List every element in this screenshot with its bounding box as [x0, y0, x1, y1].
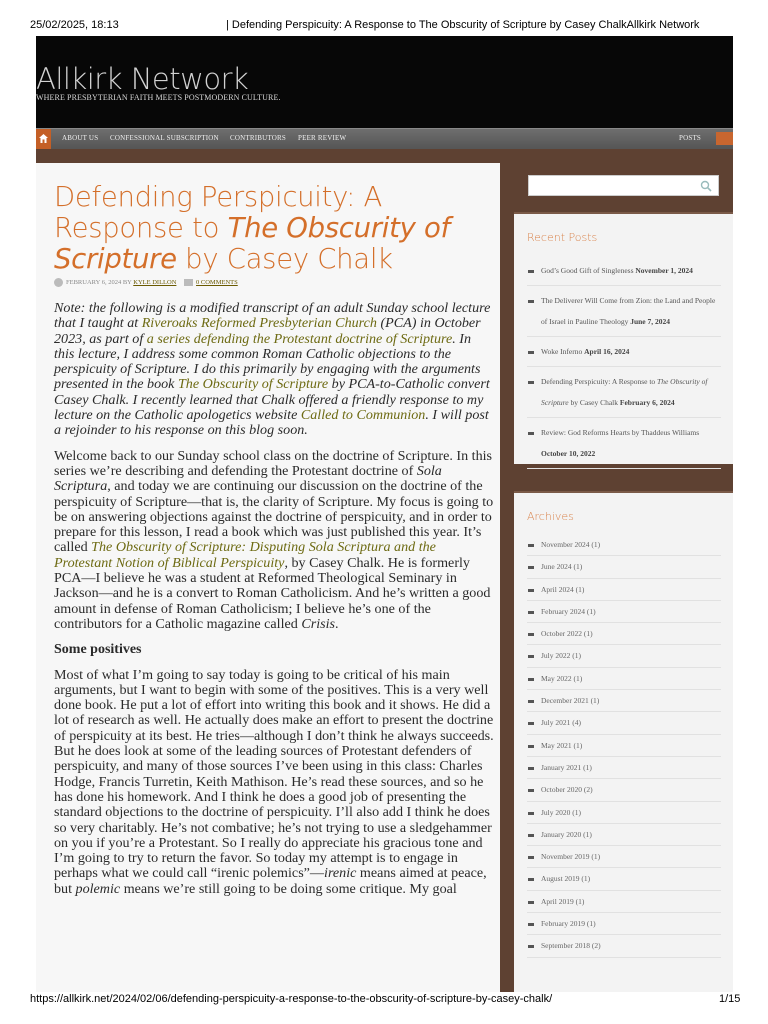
recent-post-title-italic[interactable]: The Obscurity of Scripture	[541, 377, 708, 407]
text-span: Sola Scriptura	[54, 462, 442, 495]
bullet-icon	[528, 381, 534, 384]
archives-widget	[514, 491, 733, 992]
archive-item[interactable]	[527, 846, 721, 868]
archive-item[interactable]	[527, 534, 721, 556]
archive-item-label[interactable]: December 2021 (1)	[541, 696, 600, 706]
site-frame	[36, 36, 733, 992]
bullet-icon	[528, 722, 534, 725]
widget-title: Archives	[527, 510, 574, 523]
bullet-icon	[528, 566, 534, 569]
archive-item-label[interactable]: September 2018 (2)	[541, 941, 601, 951]
text-span: , by Casey Chalk. He is formerly PCA—I believe he was a student at Reformed Theological Seminary in Jackson—and he is a convert to Roman Catholicism. And he’s written a good amount in defense of Roman Catholicism; I believe he’s one of the contributors for a Catholic magazine called	[54, 554, 491, 632]
book-link[interactable]: The Obscurity of Scripture	[177, 376, 329, 393]
recent-post-title[interactable]: Defending Perspicuity: A Response to	[541, 377, 658, 386]
bullet-icon	[528, 767, 534, 770]
series-link[interactable]: a series defending the Protestant doctrine of Scripture	[146, 330, 453, 347]
archive-item[interactable]	[527, 623, 721, 645]
archive-item-label[interactable]: April 2024 (1)	[541, 584, 585, 594]
text-span: Welcome back to our Sunday school class on the doctrine of Scripture. In this series we’re describing and defending the Protestant doctrine of	[54, 447, 493, 479]
recent-posts-widget	[514, 212, 733, 464]
archive-item-label[interactable]: October 2022 (1)	[541, 629, 593, 639]
archive-item-label[interactable]: July 2020 (1)	[541, 807, 581, 817]
text-span: means we’re still going to be doing some critique. My goal	[120, 880, 457, 897]
bullet-icon	[528, 270, 534, 273]
text-span: , and today we are continuing our discussion on the doctrine of the perspicuity of Scripture—that is, the clarity of Scripture. My focus is going to be on answering objections against the doctrine of perspicuity, and in order to prepare for this lesson, I read a book which was just published this year. It’s called	[54, 478, 494, 556]
search-icon[interactable]	[700, 180, 712, 192]
nav-item-posts[interactable]: POSTS	[679, 134, 702, 142]
archives-list	[527, 534, 721, 958]
nav-divider	[36, 149, 733, 163]
archive-item-label[interactable]: January 2020 (1)	[541, 829, 592, 839]
bullet-icon	[528, 544, 534, 547]
print-footer	[0, 992, 768, 1024]
bullet-icon	[528, 611, 534, 614]
archive-item-label[interactable]: August 2019 (1)	[541, 874, 591, 884]
widget-title: Recent Posts	[527, 231, 598, 244]
post-title-part: by Casey Chalk	[176, 243, 393, 275]
archive-item[interactable]	[527, 712, 721, 734]
print-header	[0, 0, 768, 36]
called-to-communion-link[interactable]: Called to Communion	[300, 407, 426, 424]
archive-item[interactable]	[527, 690, 721, 712]
archive-item[interactable]	[527, 645, 721, 667]
recent-post-title[interactable]: Review: God Reforms Hearts by Thaddeus Williams	[541, 428, 700, 437]
print-page-title: | Defending Perspicuity: A Response to The Obscurity of Scripture by Casey ChalkAllkirk Network	[226, 19, 700, 31]
main-nav	[36, 128, 733, 149]
recent-post-item[interactable]	[527, 418, 721, 469]
site-tagline: WHERE PRESBYTERIAN FAITH MEETS POSTMODERN CULTURE.	[36, 93, 281, 102]
recent-posts-list	[527, 256, 721, 469]
archive-item-label[interactable]: February 2024 (1)	[541, 606, 596, 616]
bullet-icon	[528, 678, 534, 681]
sidebar	[514, 163, 733, 992]
bullet-icon	[528, 789, 534, 792]
bullet-icon	[528, 300, 534, 303]
recent-post-title-rest[interactable]: by Casey Chalk	[568, 398, 620, 407]
bullet-icon	[528, 834, 534, 837]
editor-note	[54, 301, 494, 439]
text-span: by PCA-to-Catholic convert Casey Chalk. I recently learned that Chalk offered a friendly response to my lecture on the Catholic apologetics website	[54, 376, 490, 424]
archive-item[interactable]	[527, 601, 721, 623]
recent-post-date: April 16, 2024	[584, 347, 630, 356]
post-author-link[interactable]: KYLE DILLON	[133, 278, 177, 286]
recent-post-item[interactable]	[527, 367, 721, 418]
recent-post-date: February 6, 2024	[619, 398, 675, 407]
archive-item[interactable]	[527, 735, 721, 757]
text-span: Note: the following is a modified transcript of an adult Sunday school lecture that I taught at	[54, 300, 491, 332]
text-span: . In this lecture, I address some common Roman Catholic objections to the perspicuity of Scripture. I do this primarily by engaging with the arguments presented in the book	[54, 330, 481, 393]
book-full-title-link[interactable]: The Obscurity of Scripture: Disputing Sola Scriptura and the Protestant Notion of Biblical Perspicuity	[54, 539, 436, 571]
post-meta	[54, 278, 238, 287]
archive-item-label[interactable]: February 2019 (1)	[541, 919, 596, 929]
paragraph	[54, 668, 494, 897]
church-link[interactable]: Riveroaks Reformed Presbyterian Church	[141, 315, 377, 332]
site-header	[36, 36, 733, 128]
post-title-book: The Obscurity of Scripture	[54, 212, 450, 275]
archive-item-label[interactable]: November 2024 (1)	[541, 540, 601, 549]
archive-item[interactable]	[527, 556, 721, 578]
archive-item-label[interactable]: November 2019 (1)	[541, 852, 601, 862]
bullet-icon	[528, 432, 534, 435]
text-span: means aimed at peace, but	[54, 865, 487, 897]
bullet-icon	[528, 351, 534, 354]
print-url: https://allkirk.net/2024/02/06/defending-perspicuity-a-response-to-the-obscurity-of-scripture-by-casey-chalk/	[30, 993, 553, 1005]
archive-item-label[interactable]: April 2019 (1)	[541, 896, 585, 906]
recent-post-title[interactable]: God’s Good Gift of Singleness	[541, 266, 636, 275]
text-span: Crisis	[301, 615, 336, 632]
archive-item[interactable]	[527, 802, 721, 824]
archive-item[interactable]	[527, 868, 721, 890]
nav-menu-toggle[interactable]	[716, 132, 733, 145]
recent-post-item[interactable]	[527, 286, 721, 337]
home-icon	[38, 133, 49, 144]
recent-post-title[interactable]: Woke Inferno	[541, 347, 585, 356]
text-span: irenic	[324, 865, 357, 882]
archive-item-label[interactable]: May 2021 (1)	[541, 740, 583, 750]
archive-item-label[interactable]: October 2020 (2)	[541, 785, 593, 795]
bullet-icon	[528, 856, 534, 859]
archive-item[interactable]	[527, 779, 721, 801]
site-logo[interactable]: Allkirk Network	[36, 62, 249, 96]
archive-item[interactable]	[527, 913, 721, 935]
bullet-icon	[528, 878, 534, 881]
comment-icon	[184, 279, 193, 286]
text-span: (PCA) in October 2023, as part of	[54, 315, 481, 347]
post-body	[54, 301, 494, 907]
archive-item-label[interactable]: June 2024 (1)	[541, 562, 583, 572]
paragraph	[54, 449, 494, 633]
bullet-icon	[528, 745, 534, 748]
archive-item[interactable]	[527, 757, 721, 779]
archive-item[interactable]	[527, 668, 721, 690]
recent-post-item[interactable]	[527, 337, 721, 367]
bullet-icon	[528, 945, 534, 948]
bullet-icon	[528, 655, 534, 658]
archive-item[interactable]	[527, 891, 721, 913]
post-date: FEBRUARY 6, 2024 BY	[66, 278, 132, 286]
clock-icon	[54, 278, 63, 287]
archive-item[interactable]	[527, 935, 721, 957]
text-span: . I will post a rejoinder to his response on this blog soon.	[54, 407, 489, 439]
post-title-part: Defending Perspicuity: A Response to	[54, 181, 383, 244]
recent-post-date: November 1, 2024	[635, 266, 693, 275]
archive-item[interactable]	[527, 824, 721, 846]
archive-item-label[interactable]: July 2021 (4)	[541, 718, 581, 728]
bullet-icon	[528, 901, 534, 904]
archive-item-label[interactable]: January 2021 (1)	[541, 762, 592, 772]
bullet-icon	[528, 923, 534, 926]
nav-home-button[interactable]	[36, 129, 51, 149]
text-span: Most of what I’m going to say today is going to be critical of his main arguments, but I want to begin with some of the positives. This is a very well done book. He put a lot of effort into writing this book and it shows. He did a lot of research as well. He actually does make an effort to present the doctrine of perspicuity at its best. He tries—although I don’t think he always succeeds. But he does look at some of the leading sources of Protestant defenders of perspicuity, and many of those sources I’ve been using in this class: Charles Hodge, Francis Turretin, Keith Mathison. He’s read these sources, and so he has done his homework. And I think he does a good job of presenting the standard objections to the doctrine of perspicuity. I’ll also add I think he does so very charitably. He’s not combative; he’s not trying to use a sledgehammer on you if you’re a Protestant. So I really do appreciate his gracious tone and I’m going to try to return the favor. So today my attempt is to engage in perhaps what we could call “irenic polemics”—	[54, 666, 494, 882]
recent-post-date: October 10, 2022	[541, 449, 596, 458]
nav-item-contributors[interactable]: CONTRIBUTORS	[230, 134, 286, 142]
archive-item-label[interactable]: July 2022 (1)	[541, 651, 581, 661]
print-page-number: 1/15	[719, 993, 741, 1005]
recent-post-date: June 7, 2024	[630, 317, 671, 326]
archive-item-label[interactable]: May 2022 (1)	[541, 673, 583, 683]
bullet-icon	[528, 812, 534, 815]
nav-item-peer-review[interactable]: PEER REVIEW	[298, 134, 347, 142]
text-span: polemic	[75, 880, 121, 897]
bullet-icon	[528, 700, 534, 703]
archive-item[interactable]	[527, 579, 721, 601]
recent-post-item[interactable]	[527, 256, 721, 286]
search-input[interactable]	[528, 175, 719, 196]
print-datetime: 25/02/2025, 18:13	[30, 19, 119, 31]
post-comments-link[interactable]: 0 COMMENTS	[196, 278, 238, 286]
section-heading: Some positives	[54, 642, 142, 658]
bullet-icon	[528, 633, 534, 636]
recent-post-title[interactable]: The Deliverer Will Come from Zion: the Land and People of Israel in Pauline Theology	[541, 296, 716, 326]
post-title	[54, 182, 494, 275]
nav-item-about-us[interactable]: ABOUT US	[62, 134, 99, 142]
bullet-icon	[528, 589, 534, 592]
post-content-area	[36, 163, 500, 992]
text-span: .	[335, 615, 339, 632]
nav-item-confessional-subscription[interactable]: CONFESSIONAL SUBSCRIPTION	[110, 134, 219, 142]
